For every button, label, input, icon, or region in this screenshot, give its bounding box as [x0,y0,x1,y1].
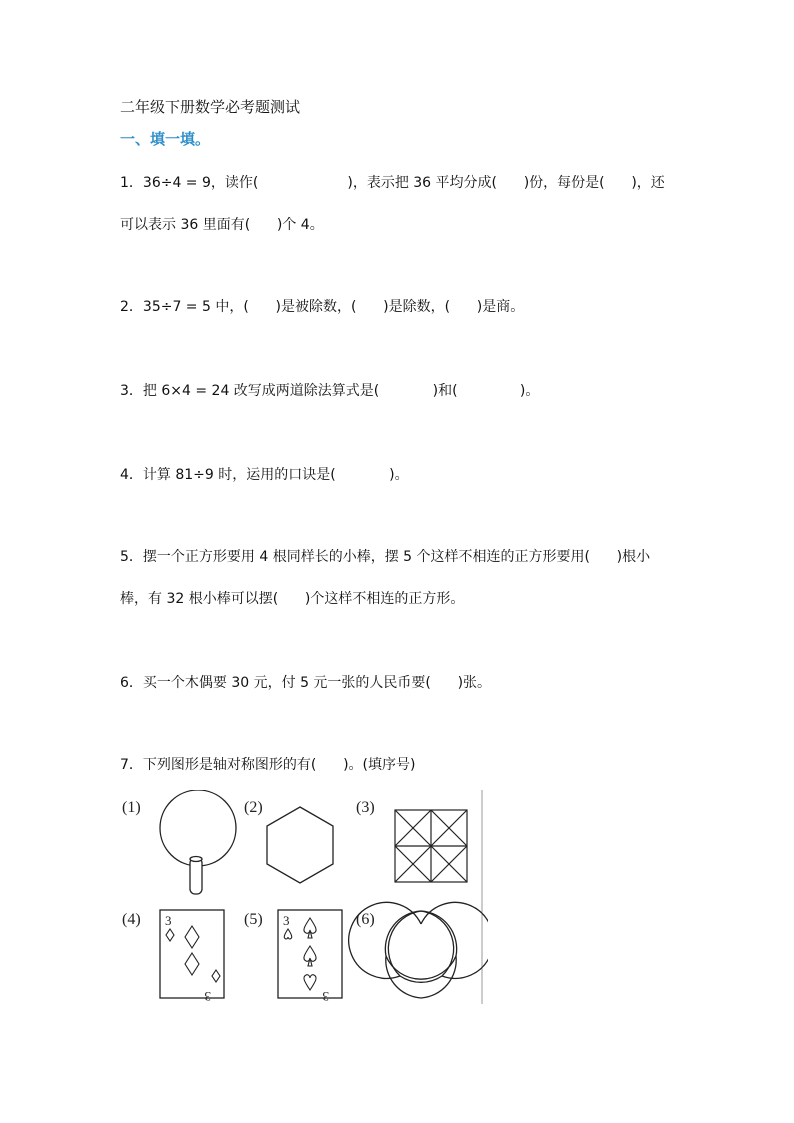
card-rank-bottom: 3 [204,989,211,1004]
spade-card-figure [278,910,342,1004]
question-5-line-1: 5．摆一个正方形要用 4 根同样长的小棒，摆 5 个这样不相连的正方形要用( )根小 [120,549,651,565]
figure-label-2: (2) [244,799,263,816]
figure-label-6: (6) [356,911,375,928]
card-rank-top-5: 3 [283,913,290,928]
figure-label-1: (1) [122,799,141,816]
question-6: 6．买一个木偶要 30 元，付 5 元一张的人民币要( )张。 [120,675,492,691]
question-3: 3．把 6×4 = 24 改写成两道除法算式是( )和( )。 [120,383,540,399]
question-4: 4．计算 81÷9 时，运用的口诀是( )。 [120,467,409,483]
question-5-line-2: 棒，有 32 根小棒可以摆( )个这样不相连的正方形。 [120,591,465,607]
question-7: 7．下列图形是轴对称图形的有( )。(填序号) [120,757,416,773]
question-2: 2．35÷7 = 5 中，( )是被除数，( )是除数，( )是商。 [120,299,525,315]
diamond-card-figure [160,910,224,1004]
figure-label-3: (3) [356,799,375,816]
question-1-line-2: 可以表示 36 里面有( )个 4。 [120,217,324,233]
hexagon-figure [267,807,333,883]
figure-label-4: (4) [122,911,141,928]
question-1-line-1: 1．36÷4 = 9，读作( )，表示把 36 平均分成( )份，每份是( )，还 [120,175,665,191]
figure-grid [118,790,488,1010]
pinwheel-figure [395,810,467,882]
paddle-figure [160,790,236,894]
figures-svg [118,790,488,1010]
page-title: 二年级下册数学必考题测试 [120,98,301,116]
card-rank-bottom-5: 3 [322,989,329,1004]
figure-label-5: (5) [244,911,263,928]
card-rank-top: 3 [165,913,172,928]
section-heading: 一、填一填。 [120,130,211,148]
